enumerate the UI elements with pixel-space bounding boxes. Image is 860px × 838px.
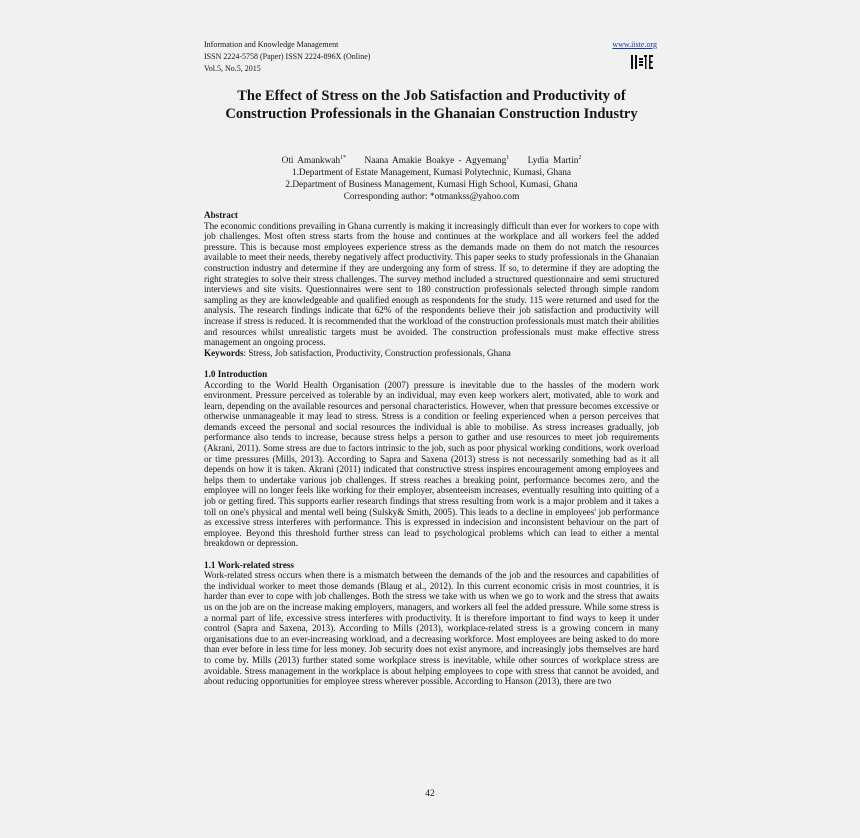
journal-issn: ISSN 2224-5758 (Paper) ISSN 2224-896X (Online): [204, 52, 371, 61]
page-number: 42: [425, 789, 435, 799]
journal-name: Information and Knowledge Management: [204, 40, 339, 49]
author-1: Oti Amankwah: [281, 156, 341, 167]
intro-heading: 1.0 Introduction: [204, 368, 268, 379]
iiste-logo-icon: [631, 54, 653, 70]
author-2: Naana Amakie Boakye - Agyemang: [364, 156, 507, 167]
author-1-affil: 1*: [340, 155, 347, 161]
affiliation-1: 1.Department of Estate Management, Kumasi Polytechnic, Kumasi, Ghana: [291, 168, 572, 179]
author-block: [204, 152, 659, 203]
journal-header-right: [611, 39, 657, 70]
keywords-text: : Stress, Job satisfaction, Productivity, Construction professionals, Ghana: [243, 347, 511, 358]
author-names: [204, 152, 659, 167]
author-3-affil: 2: [578, 155, 582, 161]
paper-body: [204, 210, 659, 687]
author-3: Lydia Martin: [527, 156, 579, 167]
journal-header: [204, 39, 370, 75]
author-2-affil: 1: [506, 155, 510, 161]
journal-url-link[interactable]: www.iiste.org: [612, 40, 657, 49]
intro-text: According to the World Health Organisation (2007) pressure is inevitable due to the hassles of the modern work environment. Pressure perceived as tolerable by an individual, may even keep workers alert, motivated, able to work and learn, depending on the available resources and personal characteristics. However, when that pressure becomes excessive or otherwise unmanageable it may lead to stress. Stress is a condition or feeling experienced when a person perceives that demands exceed the personal and social resources the individual is able to mobilise. As stress increases gradually, job performance also tends to increase, because stress helps a person to gather and use resources to meet job requirements (Akrani, 2011). Some stress are due to factors intrinsic to the job, such as poor physical working conditions, work overload or time pressures (Mills, 2013). According to Sapra and Saxena (2013) stress is not necessarily something bad as it all depends on how it is taken. Akrani (2011) indicated that constructive stress inspires encouragement among employees and helps them to undertake various job challenges. If stress reaches a breaking point, performance becomes zero, and the employee will no longer feels like working for their employer, absenteeism increases, eventually resulting into quitting of a job or getting fired. This supports earlier research findings that stress resulting from work is a major problem and it takes a toll on one's physical and mental well being (Sulsky& Smith, 2005). This leads to a decline in employees' job performance as excessive stress interferes with performance. This is expressed in indecision and inconsistent behaviour on the part of employee. Beyond this threshold further stress can lead to psychological problems which can lead to either a mental breakdown or depression.: [204, 379, 659, 549]
section-1-1-heading: 1.1 Work-related stress: [204, 559, 294, 570]
keywords-line: [204, 348, 659, 359]
abstract-heading: Abstract: [204, 210, 238, 220]
section-1-1-text: Work-related stress occurs when there is a mismatch between the demands of the job and the resources and capabilities of the individual worker to meet those demands (Blaug et al., 2012). In this current economic crisis in most countries, it is harder than ever to cope with job challenges. Both the stress we take with us when we go to work and the stress that awaits us on the job are on the increase making employers, managers, and workers all feel the added pressure. While some stress is a normal part of life, excessive stress interferes with productivity. It is therefore important to find ways to keep it under control (Sapra and Saxena, 2013). According to Mills (2013), workplace-related stress is a growing concern in many organisations due to an ever-increasing workload, and a decreasing workforce. Most employees are being asked to do more than ever before in less time for less money. Job security does not exist anymore, and increasingly jobs themselves are hard to come by. Mills (2013) further stated some workplace stress is inevitable, while other sources of workplace stress are avoidable. Stress management in the workplace is about helping employees to cope with stress that cannot be avoided, and about reducing opportunities for employee stress wherever possible. According to Hanson (2013), there are two: [204, 570, 659, 687]
corresponding-author: Corresponding author: *otmankss@yahoo.com: [343, 192, 520, 203]
journal-volume: Vol.5, No.5, 2015: [204, 64, 261, 73]
abstract-text: The economic conditions prevailing in Ghana currently is making it increasingly difficult than ever for workers to cope with job challenges. Most often stress starts from the house and continues at the workplace and all workers feel the added pressure. This is because most employees experience stress as the demands made on them do not match the resources available to meet their needs, thereby negatively affect productivity. This paper seeks to study professionals in the Ghanaian construction industry and determine if they are undergoing any form of stress. If so, to determine if they are adopting the right strategies to solve their stress challenges. The survey method included a structured questionnaire and semi structured interviews and site visits. Questionnaires were sent to 180 construction professionals selected through simple random sampling as they are knowledgeable and qualified enough as respondents for the study. 115 were returned and used for the analysis. The research findings indicate that 62% of the respondents believe their job satisfaction and productivity will increase if stress is reduced. It is recommended that the workload of the construction professionals must match their abilities and resources whilst unrealistic targets must be avoided. The construction professionals must make effective stress management an ongoing process.: [204, 220, 659, 348]
paper-title: The Effect of Stress on the Job Satisfaction and Productivity of Construction Professionals in the Ghanaian Construction Industry: [225, 88, 638, 122]
iiste-logo: [631, 54, 653, 70]
keywords-label: Keywords: [204, 347, 244, 358]
affiliation-2: 2.Department of Business Management, Kumasi High School, Kumasi, Ghana: [285, 180, 578, 191]
